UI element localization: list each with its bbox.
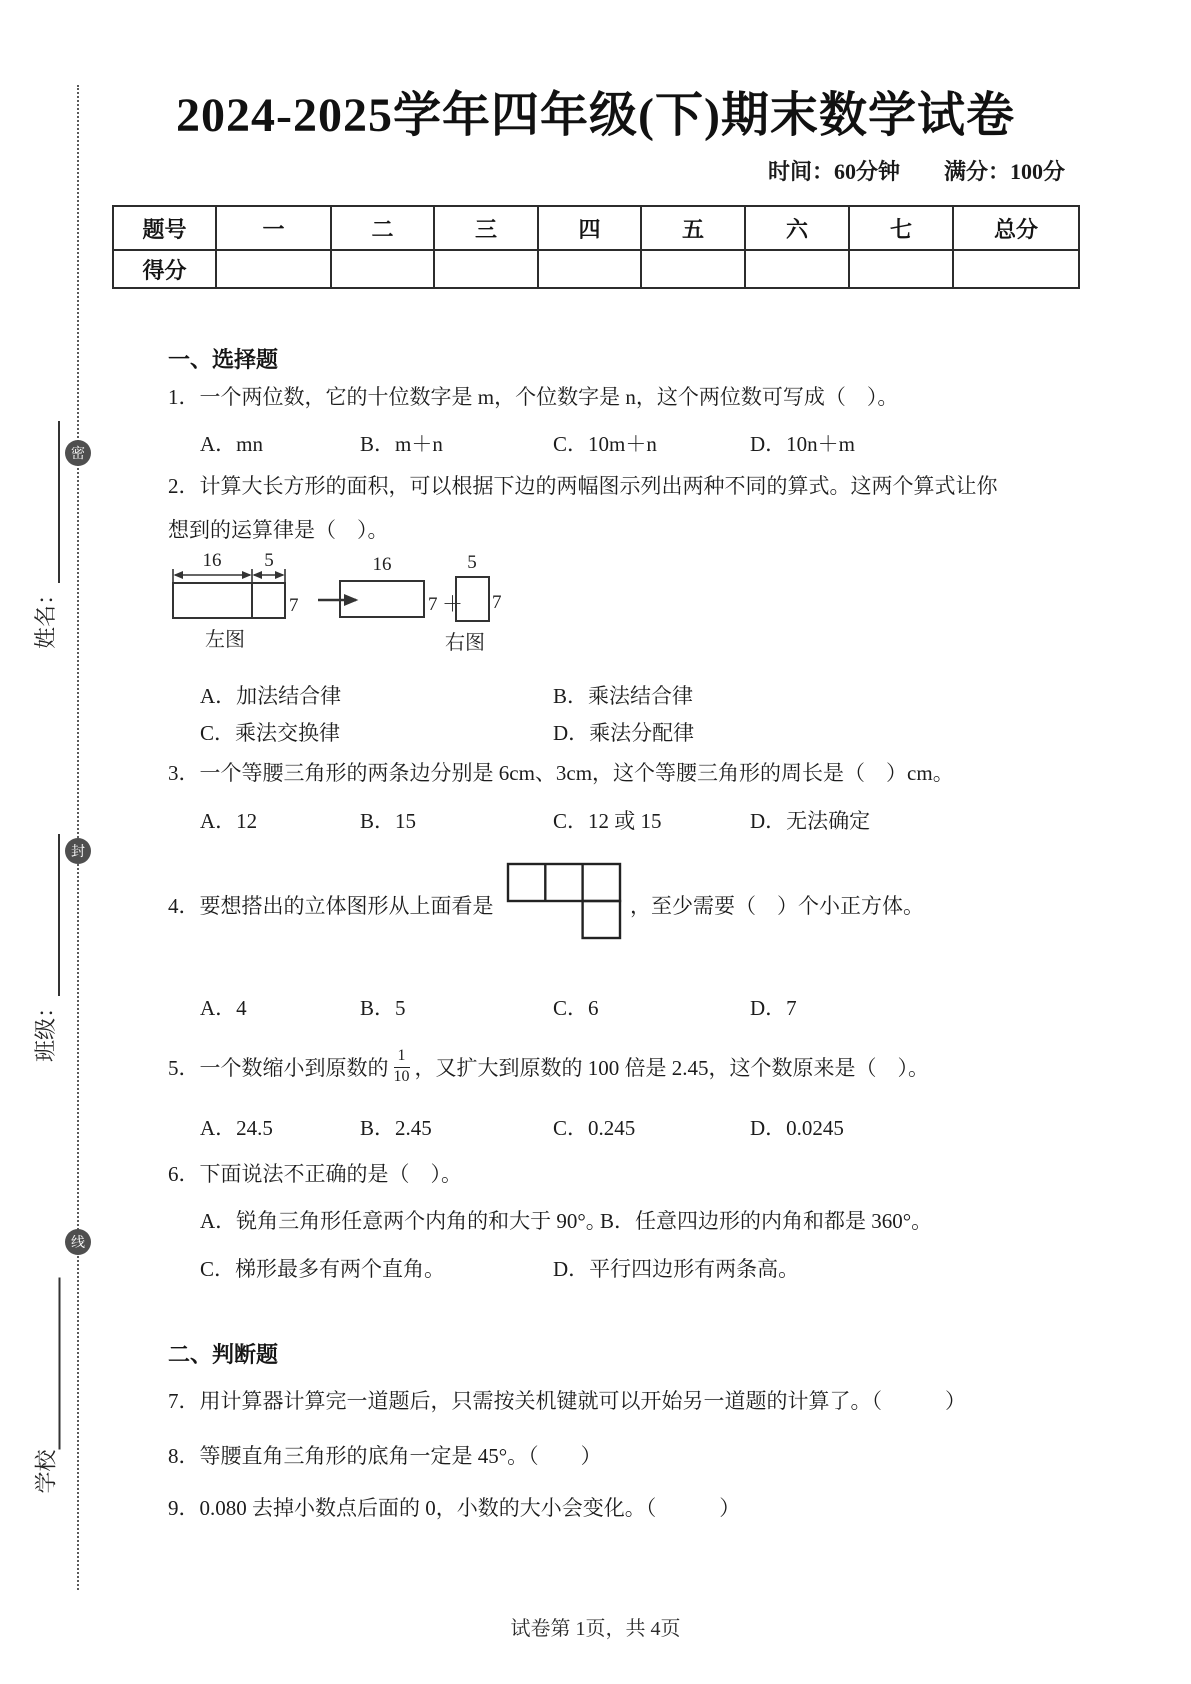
score-header-col3: 三 <box>434 206 538 250</box>
q5-option-b: B．2.45 <box>360 1116 432 1140</box>
q4-option-d: D．7 <box>750 996 797 1020</box>
name-blank <box>38 421 60 583</box>
score-cell-empty <box>849 250 953 288</box>
right-figure-caption: 右图 <box>445 632 485 654</box>
q4-top-view-shape <box>506 862 624 942</box>
question-9: 9．0.080 去掉小数点后面的 0，小数的大小会变化。（ ） <box>168 1496 741 1520</box>
fraction-numerator: 1 <box>397 1047 406 1065</box>
score-header-col4: 四 <box>538 206 641 250</box>
left-figure-caption: 左图 <box>205 629 245 651</box>
question-7: 7．用计算器计算完一道题后，只需按关机键就可以开始另一道题的计算了。（ ） <box>168 1389 966 1413</box>
q6-option-c: C．梯形最多有两个直角。 <box>200 1257 446 1281</box>
question-4-before: 4．要想搭出的立体图形从上面看是 <box>168 894 494 918</box>
judge-section-heading: 二、判断题 <box>168 1342 279 1367</box>
choice-section-heading: 一、选择题 <box>168 347 279 372</box>
q1-option-b: B．m＋n <box>360 432 443 456</box>
score-header-col5: 五 <box>641 206 745 250</box>
q3-option-c: C．12 或 15 <box>553 809 662 833</box>
fraction-denominator: 10 <box>393 1068 410 1085</box>
name-field <box>30 409 60 649</box>
left-dim-16: 16 <box>202 553 222 571</box>
q4-option-a: A．4 <box>200 996 247 1020</box>
question-5 <box>168 1036 929 1098</box>
q6-option-b: B．任意四边形的内角和都是 360°。 <box>600 1209 933 1233</box>
score-cell-empty <box>434 250 538 288</box>
q2-option-b: B．乘法结合律 <box>553 684 694 708</box>
question-5-after: ，又扩大到原数的 100 倍是 2.45，这个数原来是（ ）。 <box>414 1056 929 1080</box>
name-label: 姓名： <box>33 582 58 649</box>
school-blank <box>39 1277 61 1449</box>
q1-option-a: A．mn <box>200 432 263 456</box>
question-2-line2: 想到的运算律是（ ）。 <box>168 518 389 542</box>
question-3: 3．一个等腰三角形的两条边分别是 6cm、3cm，这个等腰三角形的周长是（ ）cm。 <box>168 761 954 785</box>
q3-option-b: B．15 <box>360 809 417 833</box>
q2-option-d: D．乘法分配律 <box>553 721 695 745</box>
score-cell-empty <box>216 250 331 288</box>
q1-option-c: C．10m＋n <box>553 432 657 456</box>
q2-area-diagram <box>168 553 513 655</box>
q3-option-a: A．12 <box>200 809 258 833</box>
question-4-after: ，至少需要（ ）个小正方体。 <box>630 894 924 918</box>
page-footer: 试卷第 1页，共 4页 <box>510 1618 681 1640</box>
question-2-line1: 2．计算大长方形的面积，可以根据下边的两幅图示列出两种不同的算式。这两个算式让你 <box>168 474 998 498</box>
score-cell-empty <box>953 250 1079 288</box>
page-title: 2024-2025学年四年级(下)期末数学试卷 <box>176 89 1015 142</box>
score-header-col1: 一 <box>216 206 331 250</box>
question-1: 1．一个两位数，它的十位数字是 m，个位数字是 n，这个两位数可写成（ ）。 <box>168 385 899 409</box>
q4-option-b: B．5 <box>360 996 406 1020</box>
score-header-col6: 六 <box>745 206 849 250</box>
score-row-label: 得分 <box>113 250 216 288</box>
q1-option-d: D．10n＋m <box>750 432 855 456</box>
score-cell-empty <box>745 250 849 288</box>
seal-stamp-feng: 封 <box>65 838 91 864</box>
q3-option-d: D．无法确定 <box>750 809 871 833</box>
q5-option-a: A．24.5 <box>200 1116 273 1140</box>
q6-option-d: D．平行四边形有两条高。 <box>553 1257 800 1281</box>
seal-stamp-mi: 密 <box>65 440 91 466</box>
class-label: 班级： <box>33 995 58 1062</box>
class-field <box>30 822 60 1062</box>
class-blank <box>38 834 60 996</box>
score-header-col2: 二 <box>331 206 434 250</box>
right-dim-7a: 7 <box>428 594 438 615</box>
q2-option-a: A．加法结合律 <box>200 684 342 708</box>
left-dim-7: 7 <box>289 595 299 616</box>
fraction-1-10 <box>394 1048 410 1086</box>
plus-sign: ＋ <box>442 592 463 616</box>
right-dim-16: 16 <box>372 554 392 575</box>
score-header-col7: 七 <box>849 206 953 250</box>
q4-option-c: C．6 <box>553 996 599 1020</box>
left-dim-5: 5 <box>264 553 274 571</box>
seal-stamp-xian: 线 <box>65 1229 91 1255</box>
school-label: 学校 <box>33 1449 59 1494</box>
q5-option-c: C．0.245 <box>553 1116 636 1140</box>
score-cell-empty <box>331 250 434 288</box>
exam-meta: 时间：60分钟 满分：100分 <box>767 159 1065 184</box>
score-header-qnum: 题号 <box>113 206 216 250</box>
score-cell-empty <box>538 250 641 288</box>
score-header-total: 总分 <box>953 206 1079 250</box>
score-table <box>112 205 1080 289</box>
school-field <box>31 1249 61 1494</box>
question-8: 8．等腰直角三角形的底角一定是 45°。（ ） <box>168 1444 602 1468</box>
q6-option-a: A．锐角三角形任意两个内角的和大于 90°。 <box>200 1209 607 1233</box>
question-6: 6．下面说法不正确的是（ ）。 <box>168 1162 462 1186</box>
right-dim-7b: 7 <box>492 592 502 613</box>
question-5-before: 5．一个数缩小到原数的 <box>168 1056 389 1080</box>
score-cell-empty <box>641 250 745 288</box>
right-dim-5: 5 <box>467 553 477 573</box>
q5-option-d: D．0.0245 <box>750 1116 844 1140</box>
q2-option-c: C．乘法交换律 <box>200 721 341 745</box>
